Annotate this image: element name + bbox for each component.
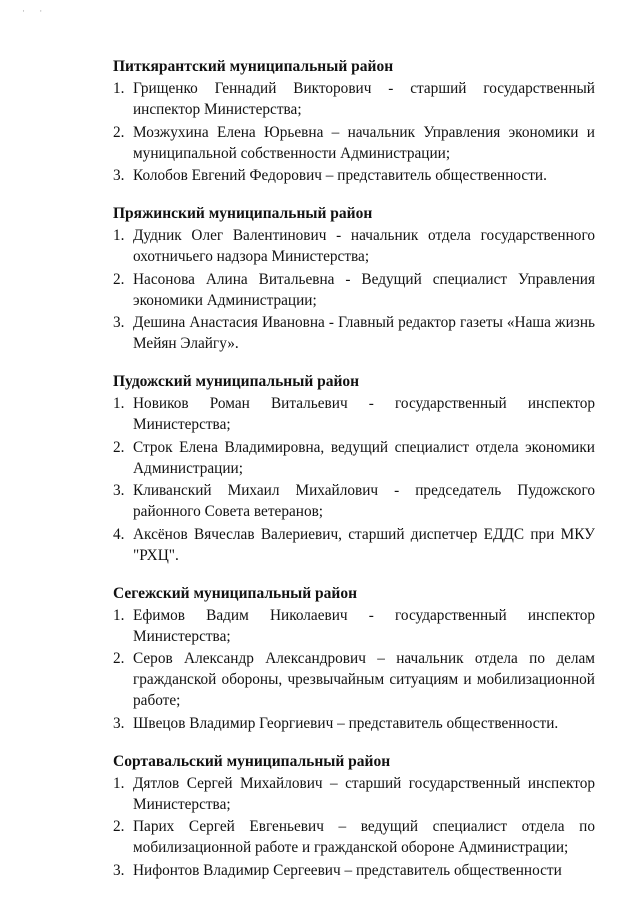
list-item-text: Дятлов Сергей Михайлович – старший государственный инспектор Министерства; <box>133 774 595 813</box>
district-section <box>113 752 595 881</box>
list-item-text: Швецов Владимир Георгиевич – представитель общественности. <box>133 714 559 732</box>
member-list-item <box>113 773 595 815</box>
list-item-number: 1. <box>113 80 125 97</box>
district-title: Пудожский муниципальный район <box>113 373 360 390</box>
list-item-number: 3. <box>113 167 125 184</box>
list-item-number: 1. <box>113 774 125 792</box>
member-list-item <box>113 269 595 311</box>
list-item-number: 1. <box>113 395 125 412</box>
member-list <box>113 773 595 881</box>
list-item-text: Аксёнов Вячеслав Валериевич, старший диспетчер ЕДДС при МКУ "РХЦ". <box>133 525 595 564</box>
list-item-text: Нифонтов Владимир Сергеевич – представитель общественности <box>133 861 562 879</box>
list-item-number: 3. <box>113 482 125 499</box>
member-list-item <box>113 605 595 647</box>
list-item-text: Серов Александр Александрович – начальник отдела по делам гражданской обороны, чрезвычайным ситуациям и мобилизационной работе; <box>133 650 595 709</box>
list-item-text: Дудник Олег Валентинович - начальник отдела государственного охотничьего надзора Министерства; <box>133 227 595 265</box>
list-item-number: 2. <box>113 818 125 835</box>
member-list-item <box>113 713 595 734</box>
member-list <box>113 78 595 186</box>
list-item-number: 2. <box>113 123 125 141</box>
member-list-item <box>113 480 595 522</box>
list-item-number: 3. <box>113 714 125 732</box>
member-list <box>113 225 595 354</box>
district-title: Пряжинский муниципальный район <box>113 205 373 222</box>
member-list-item <box>113 225 595 267</box>
list-item-number: 1. <box>113 227 125 244</box>
list-item-text: Дешина Анастасия Ивановна - Главный редактор газеты «Наша жизнь Мейян Элайгу». <box>133 314 595 352</box>
list-item-number: 3. <box>113 861 125 879</box>
document-content <box>113 57 595 899</box>
member-list-item <box>113 524 595 566</box>
list-item-number: 2. <box>113 270 125 288</box>
district-section <box>113 57 595 186</box>
member-list-item <box>113 860 595 881</box>
list-item-text: Грищенко Геннадий Викторович - старший государственный инспектор Министерства; <box>133 80 595 118</box>
list-item-text: Строк Елена Владимировна, ведущий специалист отдела экономики Администрации; <box>133 438 595 477</box>
list-item-text: Кливанский Михаил Михайлович - председатель Пудожского районного Совета ветеранов; <box>133 482 595 520</box>
member-list-item <box>113 393 595 435</box>
scan-artifact-mark: · · <box>22 6 49 16</box>
district-title: Питкярантский муниципальный район <box>113 58 394 75</box>
list-item-number: 4. <box>113 525 125 543</box>
list-item-text: Мозжухина Елена Юрьевна – начальник Управления экономики и муниципальной собственности Администрации; <box>133 123 595 162</box>
member-list-item <box>113 165 595 186</box>
list-item-text: Новиков Роман Витальевич - государственный инспектор Министерства; <box>133 395 595 433</box>
list-item-number: 2. <box>113 438 125 456</box>
member-list-item <box>113 78 595 120</box>
member-list-item <box>113 437 595 479</box>
list-item-text: Колобов Евгений Федорович – представитель общественности. <box>133 167 547 184</box>
district-section <box>113 584 595 734</box>
district-section <box>113 204 595 354</box>
member-list-item <box>113 312 595 354</box>
district-title: Сортавальский муниципальный район <box>113 752 391 770</box>
district-title: Сегежский муниципальный район <box>113 584 358 602</box>
list-item-text: Ефимов Вадим Николаевич - государственный инспектор Министерства; <box>133 606 595 645</box>
list-item-text: Насонова Алина Витальевна - Ведущий специалист Управления экономики Администрации; <box>133 270 595 309</box>
member-list-item <box>113 816 595 858</box>
list-item-number: 2. <box>113 650 125 667</box>
list-item-text: Парих Сергей Евгеньевич – ведущий специалист отдела по мобилизационной работе и гражданской обороне Администрации; <box>133 818 595 856</box>
member-list <box>113 393 595 566</box>
member-list-item <box>113 648 595 711</box>
district-section <box>113 372 595 566</box>
list-item-number: 1. <box>113 606 125 624</box>
list-item-number: 3. <box>113 314 125 331</box>
member-list <box>113 605 595 734</box>
member-list-item <box>113 122 595 164</box>
